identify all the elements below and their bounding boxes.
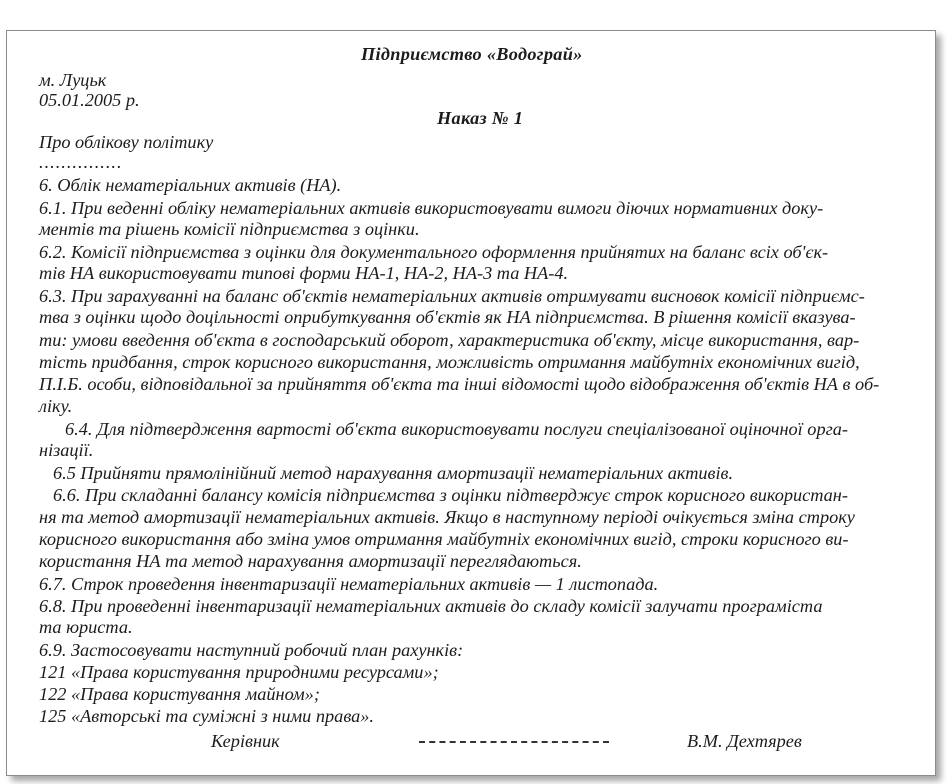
body-line: тість придбання, строк корисного використання, можливість отримання майбутніх економічних вигід, bbox=[39, 352, 860, 372]
body-line: користання НА та метод нарахування амортизації переглядаються. bbox=[39, 551, 582, 571]
body-line: тів НА використовувати типові форми НА-1, НА-2, НА-3 та НА-4. bbox=[39, 263, 569, 283]
body-line: 122 «Права користування майном»; bbox=[39, 684, 320, 704]
order-date: 05.01.2005 р. bbox=[39, 90, 140, 110]
signature-role: Керівник bbox=[211, 731, 280, 751]
order-title: Наказ № 1 bbox=[437, 108, 524, 128]
body-line: П.І.Б. особи, відповідальної за прийняття об'єкта та інші відомості щодо відображення об'єктів НА в об- bbox=[39, 374, 880, 394]
body-line: 6.2. Комісії підприємства з оцінки для документального оформлення прийнятих на баланс всіх об'єк- bbox=[39, 242, 829, 262]
body-line: корисного використання або зміна умов отримання майбутніх економічних вигід, строки корисного ви- bbox=[39, 529, 849, 549]
body-line: тва з оцінки щодо доцільності оприбуткування об'єктів як НА підприємства. В рішення комісії вказува- bbox=[39, 307, 856, 327]
body-line: нізації. bbox=[39, 440, 94, 460]
body-line: ня та метод амортизації нематеріальних активів. Якщо в наступному періоді очікується зміна строку bbox=[39, 507, 855, 527]
body-line: 6.1. При веденні обліку нематеріальних активів використовувати вимоги діючих нормативних доку- bbox=[39, 198, 824, 218]
body-line: ліку. bbox=[39, 396, 73, 416]
signature-line bbox=[419, 741, 609, 743]
body-line: ментів та рішень комісії підприємства з оцінки. bbox=[39, 219, 420, 239]
order-subject: Про облікову політику bbox=[39, 132, 214, 152]
order-document bbox=[7, 31, 935, 775]
body-line: 6.6. При складанні балансу комісія підприємства з оцінки підтверджує строк корисного використан- bbox=[53, 485, 848, 505]
signature-name: В.М. Дехтярев bbox=[687, 731, 802, 751]
body-line: 6.3. При зарахуванні на баланс об'єктів нематеріальних активів отримувати висновок комісії підприємс- bbox=[39, 286, 865, 306]
city: м. Луцьк bbox=[39, 70, 107, 90]
body-line: 121 «Права користування природними ресурсами»; bbox=[39, 662, 439, 682]
body-line: ти: умови введення об'єкта в господарський оборот, характеристика об'єкту, місце використання, вар- bbox=[39, 330, 860, 350]
body-line: 6.8. При проведенні інвентаризації нематеріальних активів до складу комісії залучати програміста bbox=[39, 596, 823, 616]
company-name: Підприємство «Водограй» bbox=[361, 44, 583, 64]
body-line: 6.4. Для підтвердження вартості об'єкта використовувати послуги спеціалізованої оціночної орга- bbox=[65, 419, 848, 439]
body-line: 6.5 Прийняти прямолінійний метод нарахування амортизації нематеріальних активів. bbox=[53, 463, 734, 483]
body-line: 6.7. Строк проведення інвентаризації нематеріальних активів — 1 листопада. bbox=[39, 574, 659, 594]
body-line: 6. Облік нематеріальних активів (НА). bbox=[39, 175, 342, 195]
body-line: 125 «Авторські та суміжні з ними права». bbox=[39, 706, 374, 726]
body-line: та юриста. bbox=[39, 617, 133, 637]
body-line: 6.9. Застосовувати наступний робочий план рахунків: bbox=[39, 640, 464, 660]
document-frame bbox=[6, 30, 936, 776]
omission-dots: ............... bbox=[39, 152, 123, 172]
